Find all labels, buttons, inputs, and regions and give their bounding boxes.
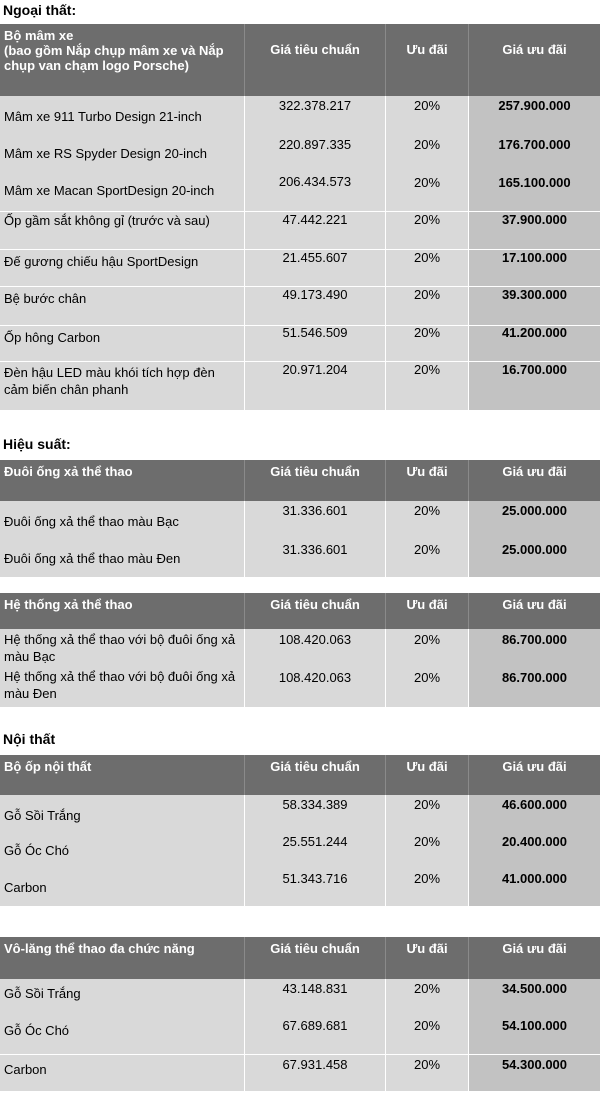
sale-price: 16.700.000 — [501, 362, 568, 377]
item-name: Carbon — [4, 1062, 47, 1077]
header-category: Hệ thống xả thể thao — [4, 597, 133, 612]
item-name: Ốp gầm sắt không gỉ (trước và sau) — [4, 213, 210, 228]
discount: 20% — [413, 834, 441, 849]
item-name: Gỗ Óc Chó — [4, 1023, 70, 1038]
sale-price: 54.300.000 — [501, 1057, 568, 1072]
discount: 20% — [413, 1018, 441, 1033]
discount: 20% — [413, 325, 441, 340]
table-row — [0, 979, 600, 1016]
item-name: Mâm xe 911 Turbo Design 21-inch — [4, 109, 202, 124]
sale-price: 41.200.000 — [501, 325, 568, 340]
discount: 20% — [413, 137, 441, 152]
header-discount: Ưu đãi — [406, 759, 448, 774]
item-name: Gỗ Sồi Trắng — [4, 808, 81, 823]
discount: 20% — [413, 797, 441, 812]
wheels-table — [0, 24, 600, 410]
standard-price: 58.334.389 — [282, 797, 348, 812]
table-row — [0, 96, 600, 134]
table-row — [0, 287, 600, 325]
standard-price: 51.546.509 — [282, 325, 348, 340]
table-row — [0, 172, 600, 211]
header-sale-price: Giá ưu đãi — [502, 941, 567, 956]
header-category: Vô-lăng thể thao đa chức năng — [4, 941, 195, 956]
sale-price: 20.400.000 — [501, 834, 568, 849]
discount: 20% — [413, 542, 441, 557]
standard-price: 31.336.601 — [282, 542, 348, 557]
item-name: Đuôi ống xả thể thao màu Bạc — [4, 514, 179, 529]
discount: 20% — [413, 503, 441, 518]
sale-price: 54.100.000 — [501, 1018, 568, 1033]
standard-price: 31.336.601 — [282, 503, 348, 518]
header-discount: Ưu đãi — [406, 464, 448, 479]
header-discount: Ưu đãi — [406, 597, 448, 612]
item-name: Đuôi ống xả thể thao màu Đen — [4, 551, 181, 566]
standard-price: 47.442.221 — [282, 212, 348, 227]
discount: 20% — [413, 670, 441, 685]
discount: 20% — [413, 981, 441, 996]
header-category: Bộ ốp nội thất — [4, 759, 92, 774]
item-name: Hệ thống xả thể thao với bộ đuôi ống xả màu Bạc — [4, 632, 236, 664]
standard-price: 322.378.217 — [278, 98, 352, 113]
table-row — [0, 1055, 600, 1091]
item-name: Carbon — [4, 880, 47, 895]
standard-price: 108.420.063 — [278, 632, 352, 647]
sale-price: 25.000.000 — [501, 542, 568, 557]
header-standard-price: Giá tiêu chuẩn — [270, 759, 360, 774]
header-category-subtitle: (bao gồm Nắp chụp mâm xe và Nắp chụp van chạm logo Porsche) — [4, 43, 224, 73]
discount: 20% — [413, 98, 441, 113]
header-category-title: Bộ mâm xe — [4, 28, 74, 43]
item-name: Mâm xe RS Spyder Design 20-inch — [4, 146, 208, 161]
table-row — [0, 795, 600, 832]
discount: 20% — [413, 287, 441, 302]
sale-price: 39.300.000 — [501, 287, 568, 302]
item-name: Bệ bước chân — [4, 291, 87, 306]
discount: 20% — [413, 871, 441, 886]
header-sale-price: Giá ưu đãi — [502, 597, 567, 612]
sale-price: 46.600.000 — [501, 797, 568, 812]
sale-price: 34.500.000 — [501, 981, 568, 996]
standard-price: 220.897.335 — [278, 137, 352, 152]
sale-price: 37.900.000 — [501, 212, 568, 227]
table-header — [0, 24, 600, 96]
header-discount: Ưu đãi — [406, 42, 448, 57]
discount: 20% — [413, 250, 441, 265]
standard-price: 43.148.831 — [282, 981, 348, 996]
table-header — [0, 593, 600, 629]
standard-price: 206.434.573 — [278, 174, 352, 189]
sale-price: 257.900.000 — [498, 98, 571, 113]
table-header — [0, 755, 600, 795]
standard-price: 25.551.244 — [282, 834, 348, 849]
header-sale-price: Giá ưu đãi — [502, 464, 567, 479]
header-category — [0, 24, 244, 96]
header-standard-price: Giá tiêu chuẩn — [270, 42, 360, 57]
table-row — [0, 326, 600, 361]
discount: 20% — [413, 1057, 441, 1072]
header-standard-price: Giá tiêu chuẩn — [270, 941, 360, 956]
table-row — [0, 1016, 600, 1054]
sale-price: 25.000.000 — [501, 503, 568, 518]
table-row — [0, 362, 600, 410]
standard-price: 108.420.063 — [278, 670, 352, 685]
table-row — [0, 832, 600, 869]
item-name: Ốp hông Carbon — [4, 330, 101, 345]
table-row — [0, 668, 600, 707]
header-discount: Ưu đãi — [406, 941, 448, 956]
table-row — [0, 250, 600, 286]
item-name: Hệ thống xả thể thao với bộ đuôi ống xả màu Đen — [4, 669, 236, 701]
table-header — [0, 937, 600, 979]
interior-trim-table — [0, 755, 600, 906]
header-sale-price: Giá ưu đãi — [502, 42, 567, 57]
header-standard-price: Giá tiêu chuẩn — [270, 597, 360, 612]
header-standard-price: Giá tiêu chuẩn — [270, 464, 360, 479]
item-name: Gỗ Óc Chó — [4, 843, 70, 858]
steering-wheel-table — [0, 937, 600, 1091]
table-row — [0, 869, 600, 906]
sale-price: 17.100.000 — [501, 250, 568, 265]
exhaust-table — [0, 593, 600, 707]
item-name: Gỗ Sồi Trắng — [4, 986, 81, 1001]
discount: 20% — [413, 175, 441, 190]
table-row — [0, 212, 600, 249]
sale-price: 86.700.000 — [501, 632, 568, 647]
standard-price: 67.689.681 — [282, 1018, 348, 1033]
standard-price: 49.173.490 — [282, 287, 348, 302]
sale-price: 41.000.000 — [501, 871, 568, 886]
standard-price: 21.455.607 — [282, 250, 348, 265]
table-row — [0, 539, 600, 577]
discount: 20% — [413, 632, 441, 647]
sale-price: 165.100.000 — [498, 175, 571, 190]
header-category: Đuôi ống xả thể thao — [4, 464, 133, 479]
sale-price: 176.700.000 — [498, 137, 571, 152]
discount: 20% — [413, 212, 441, 227]
table-header — [0, 460, 600, 501]
table-row — [0, 629, 600, 668]
table-row — [0, 501, 600, 539]
standard-price: 51.343.716 — [282, 871, 348, 886]
tailpipes-table — [0, 460, 600, 577]
item-name: Mâm xe Macan SportDesign 20-inch — [4, 183, 215, 198]
item-name: Đế gương chiếu hậu SportDesign — [4, 254, 199, 269]
section-title-interior: Nội thất — [3, 731, 56, 747]
section-title-exterior: Ngoại thất: — [3, 2, 77, 18]
section-title-performance: Hiệu suất: — [3, 436, 71, 452]
standard-price: 67.931.458 — [282, 1057, 348, 1072]
sale-price: 86.700.000 — [501, 670, 568, 685]
header-sale-price: Giá ưu đãi — [502, 759, 567, 774]
discount: 20% — [413, 362, 441, 377]
table-row — [0, 134, 600, 172]
item-name: Đèn hậu LED màu khói tích hợp đèn cảm biến chân phanh — [4, 365, 215, 397]
standard-price: 20.971.204 — [282, 362, 348, 377]
